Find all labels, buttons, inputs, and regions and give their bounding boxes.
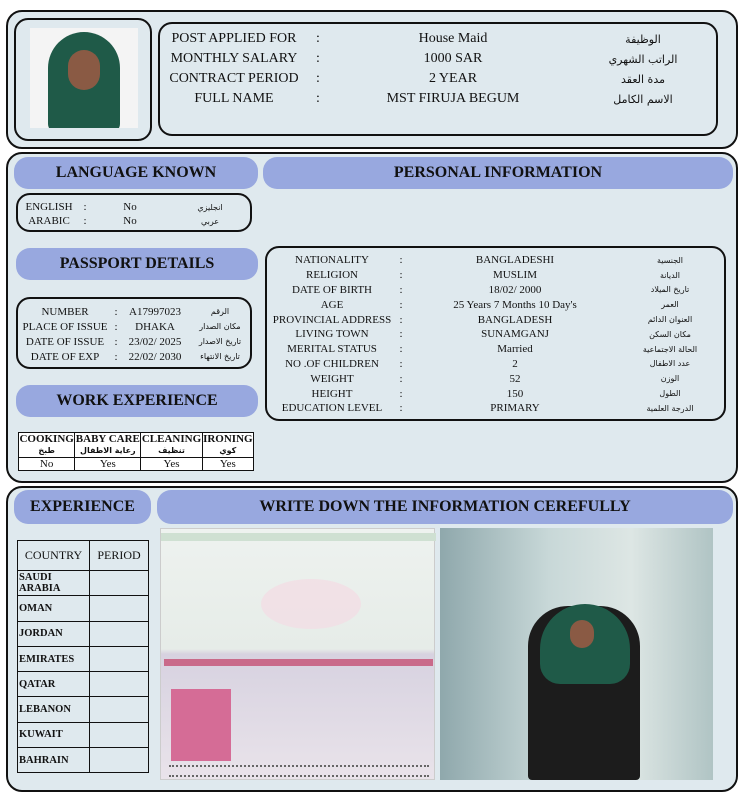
colon: :	[399, 283, 403, 296]
personal-label: HEIGHT	[311, 387, 353, 400]
work-skill-label: COOKING	[19, 433, 74, 445]
country-row	[18, 596, 149, 621]
header-arabic-label: مدة العقد	[621, 72, 665, 86]
personal-label: LIVING TOWN	[295, 328, 369, 341]
header-row	[160, 49, 716, 69]
personal-value: MUSLIM	[492, 269, 537, 282]
languages-row	[18, 200, 250, 214]
personal-value: 150	[506, 387, 524, 400]
passport-arabic-label: تاريخ الانتهاء	[200, 352, 240, 361]
colon: :	[399, 372, 403, 385]
work-experience-table	[18, 432, 254, 471]
personal-row	[267, 268, 724, 283]
personal-arabic-label: مكان السكن	[649, 329, 691, 339]
work-skill-arabic: كوي	[219, 446, 237, 455]
passport-details-heading: PASSPORT DETAILS	[16, 248, 258, 280]
work-skill-header	[141, 433, 202, 458]
header-row	[160, 29, 716, 49]
header-value: MST FIRUJA BEGUM	[386, 91, 520, 106]
passport-box	[16, 297, 252, 369]
country-name: JORDAN	[18, 621, 90, 646]
period-cell	[90, 646, 149, 671]
personal-row	[267, 386, 724, 401]
period-cell	[90, 596, 149, 621]
work-skill-arabic: رعاية الاطفال	[80, 446, 136, 455]
colon: :	[114, 305, 118, 318]
work-skill-value: Yes	[141, 458, 202, 471]
header-arabic-label: الوظيفة	[625, 32, 661, 46]
country-header: COUNTRY	[18, 541, 90, 571]
personal-arabic-label: الحالة الاجتماعية	[642, 344, 698, 354]
colon: :	[399, 298, 403, 311]
passport-label: DATE OF EXP	[30, 350, 100, 363]
personal-label: EDUCATION LEVEL	[281, 402, 383, 415]
personal-value: BANGLADESHI	[475, 254, 555, 267]
country-row	[18, 722, 149, 747]
header-label: MONTHLY SALARY	[170, 51, 298, 66]
passport-photo	[171, 689, 231, 761]
country-row	[18, 646, 149, 671]
applicant-photo	[30, 28, 138, 128]
header-row	[160, 69, 716, 89]
personal-arabic-label: العمر	[661, 300, 679, 310]
country-name: KUWAIT	[18, 722, 90, 747]
colon: :	[399, 254, 403, 267]
colon: :	[399, 343, 403, 356]
work-skill-header	[75, 433, 141, 458]
personal-arabic-label: العنوان الدائم	[647, 315, 693, 325]
personal-label: WEIGHT	[310, 372, 354, 385]
colon: :	[399, 328, 403, 341]
personal-label: AGE	[320, 298, 344, 311]
personal-row	[267, 312, 724, 327]
colon: :	[114, 350, 118, 363]
personal-row	[267, 327, 724, 342]
header-label: POST APPLIED FOR	[171, 31, 297, 46]
work-skill-label: BABY CARE	[75, 433, 140, 445]
header-arabic-label: الاسم الكامل	[613, 92, 673, 106]
period-cell	[90, 748, 149, 773]
period-cell	[90, 697, 149, 722]
personal-value: Married	[497, 343, 533, 356]
header-value: 1000 SAR	[423, 51, 483, 66]
colon: :	[316, 71, 320, 86]
colon: :	[399, 357, 403, 370]
languages-label: ENGLISH	[25, 201, 73, 213]
personal-row	[267, 342, 724, 357]
colon: :	[399, 402, 403, 415]
colon: :	[399, 387, 403, 400]
period-cell	[90, 571, 149, 596]
language-known-heading: LANGUAGE KNOWN	[14, 157, 258, 189]
personal-label: MERITAL STATUS	[287, 343, 377, 356]
personal-arabic-label: عدد الاطفال	[649, 359, 691, 369]
period-header: PERIOD	[90, 541, 149, 571]
work-skill-label: CLEANING	[141, 433, 202, 445]
colon: :	[316, 31, 320, 46]
country-row	[18, 697, 149, 722]
country-experience-table	[17, 540, 149, 773]
header-row	[160, 89, 716, 109]
photo-frame	[14, 18, 152, 141]
languages-arabic-label: عربي	[200, 216, 220, 226]
personal-label: NO .OF CHILDREN	[285, 357, 379, 370]
personal-row	[267, 357, 724, 372]
passport-arabic-label: مكان الصدار	[199, 322, 241, 331]
personal-label: RELIGION	[306, 269, 358, 282]
personal-label: PROVINCIAL ADDRESS	[272, 313, 392, 326]
country-name: QATAR	[18, 672, 90, 697]
personal-row	[267, 401, 724, 416]
work-skill-arabic: طبخ	[38, 446, 55, 455]
colon: :	[83, 201, 87, 213]
header-value: 2 YEAR	[428, 71, 478, 86]
personal-value: 18/02/ 2000	[488, 283, 542, 296]
personal-arabic-label: تاريخ الميلاد	[650, 285, 690, 295]
personal-row	[267, 297, 724, 312]
period-cell	[90, 621, 149, 646]
passport-value: 22/02/ 2030	[128, 350, 182, 363]
languages-value: No	[123, 215, 137, 227]
work-experience-heading: WORK EXPERIENCE	[16, 385, 258, 417]
header-arabic-label: الراتب الشهري	[608, 52, 678, 66]
country-name: EMIRATES	[18, 646, 90, 671]
personal-arabic-label: الجنسية	[656, 255, 684, 265]
personal-information-heading: PERSONAL INFORMATION	[263, 157, 733, 189]
job-info-box	[158, 22, 718, 136]
personal-arabic-label: الوزن	[660, 374, 680, 384]
passport-label: NUMBER	[41, 305, 89, 318]
passport-scan-image	[160, 528, 435, 780]
period-cell	[90, 722, 149, 747]
personal-value: 25 Years 7 Months 10 Day's	[453, 298, 577, 311]
colon: :	[114, 320, 118, 333]
passport-arabic-label: تاريخ الاصدار	[198, 337, 242, 346]
header-label: CONTRACT PERIOD	[169, 71, 299, 86]
country-row	[18, 748, 149, 773]
work-skill-value: No	[19, 458, 75, 471]
passport-row	[18, 319, 250, 334]
work-skill-label: IRONING	[203, 433, 253, 445]
full-body-photo	[440, 528, 713, 780]
colon: :	[316, 51, 320, 66]
languages-arabic-label: انجليزي	[197, 202, 223, 212]
colon: :	[316, 91, 320, 106]
work-skill-value: Yes	[202, 458, 253, 471]
work-skill-header	[202, 433, 253, 458]
languages-row	[18, 214, 250, 228]
personal-label: NATIONALITY	[295, 254, 369, 267]
country-name: OMAN	[18, 596, 90, 621]
work-skill-value: Yes	[75, 458, 141, 471]
personal-value: BANGLADESH	[477, 313, 553, 326]
personal-value: 2	[512, 357, 518, 370]
passport-value: A17997023	[129, 305, 181, 318]
personal-info-box	[265, 246, 726, 421]
passport-arabic-label: الرقم	[210, 307, 230, 316]
passport-row	[18, 349, 250, 364]
personal-row	[267, 283, 724, 298]
colon: :	[83, 215, 87, 227]
languages-label: ARABIC	[28, 215, 70, 227]
personal-arabic-label: الدرجة العلمية	[646, 403, 694, 413]
personal-arabic-label: الديانة	[659, 270, 681, 280]
personal-arabic-label: الطول	[659, 389, 681, 399]
passport-row	[18, 334, 250, 349]
personal-row	[267, 253, 724, 268]
passport-row	[18, 304, 250, 319]
country-row	[18, 571, 149, 596]
passport-value: 23/02/ 2025	[128, 335, 182, 348]
header-value: House Maid	[418, 31, 488, 46]
passport-label: PLACE OF ISSUE	[22, 320, 108, 333]
country-name: SAUDI ARABIA	[18, 571, 90, 596]
experience-heading: EXPERIENCE	[14, 490, 151, 524]
colon: :	[114, 335, 118, 348]
languages-value: No	[123, 201, 137, 213]
work-skill-header	[19, 433, 75, 458]
personal-row	[267, 371, 724, 386]
passport-label: DATE OF ISSUE	[25, 335, 105, 348]
work-skill-arabic: تنظيف	[158, 446, 185, 455]
personal-value: PRIMARY	[490, 402, 540, 415]
country-row	[18, 672, 149, 697]
country-name: LEBANON	[18, 697, 90, 722]
write-info-heading: WRITE DOWN THE INFORMATION CEREFULLY	[157, 490, 733, 524]
personal-label: DATE OF BIRTH	[291, 283, 372, 296]
personal-value: SUNAMGANJ	[481, 328, 549, 341]
passport-value: DHAKA	[135, 320, 175, 333]
colon: :	[399, 313, 403, 326]
colon: :	[399, 269, 403, 282]
header-label: FULL NAME	[194, 91, 274, 106]
personal-value: 52	[509, 372, 521, 385]
period-cell	[90, 672, 149, 697]
country-name: BAHRAIN	[18, 748, 90, 773]
country-row	[18, 621, 149, 646]
languages-box	[16, 193, 252, 232]
